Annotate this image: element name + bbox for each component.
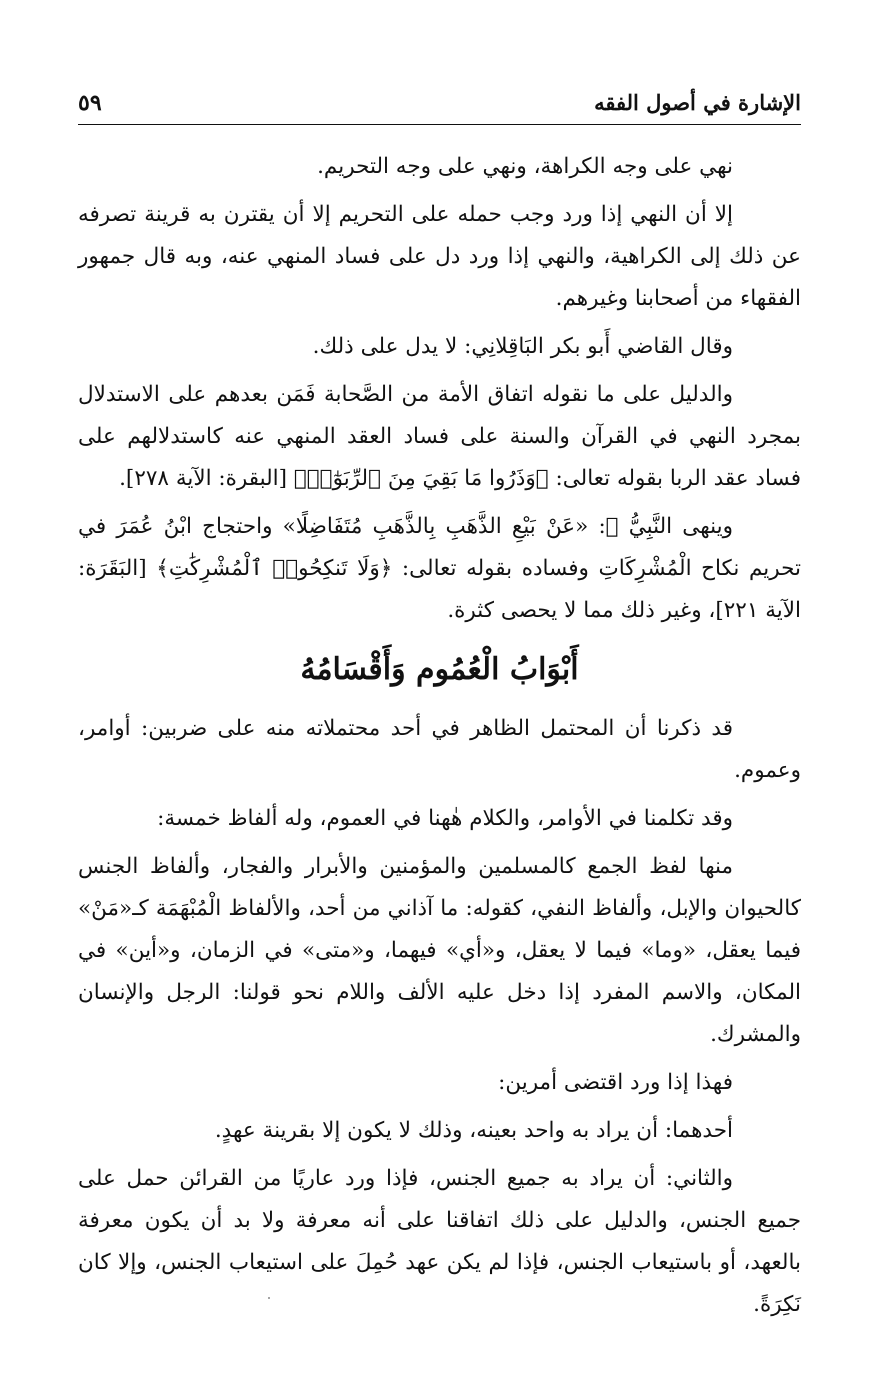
page-header [78,88,801,125]
section-paragraph-5: أحدهما: أن يراد به واحد بعينه، وذلك لا يكون إلا بقرينة عهدٍ. [214,1118,733,1143]
section-paragraph-1: قد ذكرنا أن المحتمل الظاهر في أحد محتملاته منه على ضربين: أوامر، وعموم. [78,716,801,783]
paragraph-2: إلا أن النهي إذا ورد وجب حمله على التحريم إلا أن يقترن به قرينة تصرفه عن ذلك إلى الكراهية، والنهي إذا ورد دل على فساد المنهي عنه، وبه قال جمهور الفقهاء من أصحابنا وغيرهم. [78,202,801,311]
section-paragraph-3: منها لفظ الجمع كالمسلمين والمؤمنين والأبرار والفجار، وألفاظ الجنس كالحيوان والإبل، وألفاظ النفي، كقوله: ما آذاني من أحد، والألفاظ الْمُبْهَمَة كـ«مَنْ» فيما يعقل، «وما» فيما لا يعقل، و«أي» فيهما، و«متى» في الزمان، و«أين» في المكان، والاسم المفرد إذا دخل عليه الألف واللام نحو قولنا: الرجل والإنسان والمشرك. [78,854,801,1047]
section-paragraph-4: فهذا إذا ورد اقتضى أمرين: [498,1070,733,1095]
paragraph-3: وقال القاضي أَبو بكر البَاقِلانِي: لا يدل على ذلك. [312,334,733,359]
running-title: الإشارة في أصول الفقه [594,90,801,115]
section-paragraph-6: والثاني: أن يراد به جميع الجنس، فإذا ورد عاريًا من القرائن حمل على جميع الجنس، والدليل على ذلك اتفاقنا على أنه معرفة ولا بد أن يكون معرفة بالعهد، أو باستيعاب الجنس، فإذا لم يكن عهد حُمِلَ على استيعاب الجنس، وإلا كان نَكِرَةً. [78,1166,801,1317]
paragraph-5: وينهى النَّبِيُّ ﷺ: «عَنْ بَيْعِ الذَّهَبِ بِالذَّهَبِ مُتَفَاضِلًا» واحتجاج ابْنُ عُمَرَ في تحريم نكاح الْمُشْرِكَاتِ وفساده بقوله تعالى: ﴿وَلَا تَنكِحُوا۟ ٱلْمُشْرِكَٰتِ﴾ [البَقَرَة: الآية ٢٢١]، وغير ذلك مما لا يحصى كثرة. [78,514,801,623]
page-number: ٥٩ [78,90,102,116]
section-paragraph-2: وقد تكلمنا في الأوامر، والكلام هٰهنا في العموم، وله ألفاظ خمسة: [157,806,733,831]
section-heading: أَبْوَابُ الْعُمُوم وَأَقْسَامُهُ [300,652,579,687]
paragraph-4: والدليل على ما نقوله اتفاق الأمة من الصَّحابة فَمَن بعدهم على الاستدلال بمجرد النهي في القرآن والسنة على فساد العقد المنهي عنه كاستدلالهم على فساد عقد الربا بقوله تعالى: ﴿وَذَرُوا مَا بَقِيَ مِنَ ٱلرِّبَوٰٓا۟﴾ [البقرة: الآية ٢٧٨]. [78,382,801,491]
paragraph-1: نهي على وجه الكراهة، ونهي على وجه التحريم. [317,154,733,179]
scan-speck [268,1297,270,1299]
page-body [78,146,801,1332]
